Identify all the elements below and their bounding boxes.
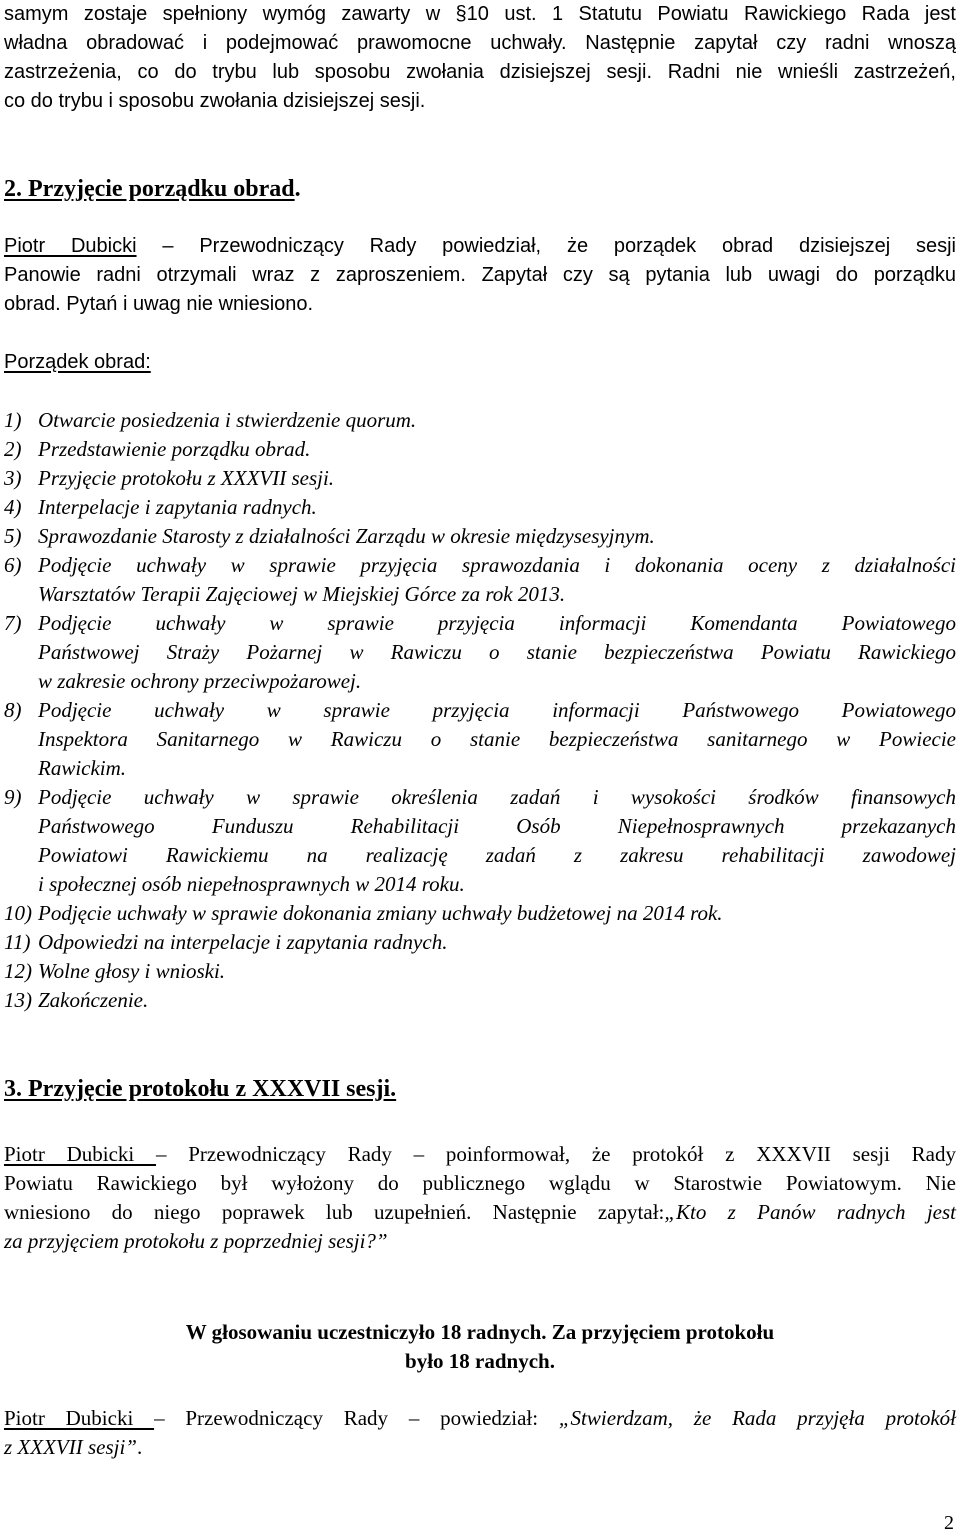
agenda-item — [4, 406, 956, 435]
agenda-item — [4, 928, 956, 957]
agenda-item-line: Inspektora Sanitarnego w Rawiczu o stanie bezpieczeństwa sanitarnego w Powiecie — [38, 727, 956, 751]
section-3-heading — [4, 1074, 396, 1104]
agenda-item-line: Interpelacje i zapytania radnych. — [38, 495, 317, 519]
agenda-item-line: Państwowego Funduszu Rehabilitacji Osób Niepełnosprawnych przekazanych — [38, 814, 956, 838]
section-3-question-part-1: „Kto z Panów radnych jest — [664, 1200, 956, 1224]
agenda-item-line: Odpowiedzi na interpelacje i zapytania radnych. — [38, 930, 448, 954]
agenda-item — [4, 464, 956, 493]
agenda-item — [4, 899, 956, 928]
agenda-item-line: Podjęcie uchwały w sprawie dokonania zmiany uchwały budżetowej na 2014 rok. — [38, 901, 723, 925]
agenda-item — [4, 609, 956, 696]
closing-speaker-name: Piotr Dubicki — [4, 1406, 155, 1430]
agenda-item-text — [38, 522, 956, 551]
agenda-item-number: 3) — [4, 466, 22, 490]
section-3-line-1-rest: – Przewodniczący Rady – poinformował, że protokół z XXXVII sesji Rady — [155, 1142, 956, 1166]
agenda-item-text — [38, 986, 956, 1015]
agenda-item-text — [38, 464, 956, 493]
agenda-item — [4, 696, 956, 783]
section-2-heading — [4, 174, 301, 204]
agenda-item-number: 13) — [4, 988, 32, 1012]
agenda-item-text — [38, 435, 956, 464]
section-2-line-1 — [4, 232, 956, 261]
agenda-item — [4, 957, 956, 986]
agenda-item-number: 9) — [4, 785, 22, 809]
agenda-item-text — [38, 957, 956, 986]
agenda-item-line: w zakresie ochrony przeciwpożarowej. — [38, 669, 362, 693]
agenda-item — [4, 783, 956, 899]
vote-result-line-1: W głosowaniu uczestniczyło 18 radnych. Za przyjęciem protokołu — [185, 1320, 775, 1344]
closing-quote-part-2: z XXXVII sesji” — [4, 1435, 137, 1459]
agenda-label-line — [4, 348, 956, 377]
agenda-item-line: Sprawozdanie Starosty z działalności Zarządu w okresie międzysesyjnym. — [38, 524, 655, 548]
section-3-line-1 — [4, 1140, 956, 1169]
agenda-item-line: Wolne głosy i wnioski. — [38, 959, 226, 983]
agenda-item-text — [38, 609, 956, 696]
agenda-item — [4, 986, 956, 1015]
section-3-line-2: Powiatu Rawickiego był wyłożony do publicznego wglądu w Starostwie Powiatowym. Nie — [4, 1171, 956, 1195]
closing-rest: – Przewodniczący Rady – powiedział: — [154, 1406, 559, 1430]
agenda-item-number: 4) — [4, 495, 22, 519]
agenda-item-line: Podjęcie uchwały w sprawie określenia zadań i wysokości środków finansowych — [38, 785, 956, 809]
agenda-item-text — [38, 783, 956, 899]
agenda-list — [4, 406, 956, 1015]
agenda-item — [4, 435, 956, 464]
agenda-item-number: 8) — [4, 698, 22, 722]
agenda-item-line: Warsztatów Terapii Zajęciowej w Miejskiej Górce za rok 2013. — [38, 582, 566, 606]
section-3-line-3 — [4, 1198, 956, 1227]
section-2-line-3: obrad. Pytań i uwag nie wniesiono. — [4, 293, 314, 315]
agenda-item-text — [38, 406, 956, 435]
section-2-line-2: Panowie radni otrzymali wraz z zaproszeniem. Zapytał czy są pytania lub uwagi do porządku — [4, 264, 956, 286]
section-2-heading-dot: . — [294, 176, 301, 202]
intro-line-4: co do trybu i sposobu zwołania dzisiejszej sesji. — [4, 90, 426, 112]
section-3-speaker-name: Piotr Dubicki — [4, 1142, 156, 1166]
vote-result-line-2: było 18 radnych. — [405, 1349, 555, 1373]
agenda-item-line: Podjęcie uchwały w sprawie przyjęcia informacji Państwowego Powiatowego — [38, 698, 956, 722]
agenda-item — [4, 551, 956, 609]
agenda-item-number: 5) — [4, 524, 22, 548]
agenda-item — [4, 493, 956, 522]
section-2-heading-text: 2. Przyjęcie porządku obrad — [4, 176, 295, 202]
agenda-item-number: 7) — [4, 611, 22, 635]
agenda-item-line: i społecznej osób niepełnosprawnych w 2014 roku. — [38, 872, 465, 896]
agenda-item-line: Otwarcie posiedzenia i stwierdzenie quorum. — [38, 408, 417, 432]
agenda-item-line: Zakończenie. — [38, 988, 149, 1012]
agenda-item-text — [38, 493, 956, 522]
closing-line-2 — [4, 1433, 956, 1462]
agenda-item-line: Państwowej Straży Pożarnej w Rawiczu o stanie bezpieczeństwa Powiatu Rawickiego — [38, 640, 956, 664]
closing-line-1 — [4, 1404, 956, 1433]
agenda-item-text — [38, 696, 956, 783]
agenda-item-number: 12) — [4, 959, 32, 983]
speaker-name: Piotr Dubicki — [4, 235, 137, 257]
agenda-item-number: 2) — [4, 437, 22, 461]
intro-line-3: zastrzeżenia, co do trybu lub sposobu zwołania dzisiejszej sesji. Radni nie wnieśli zastrzeżeń, — [4, 61, 956, 83]
agenda-item-text — [38, 899, 956, 928]
agenda-item-line: Przedstawienie porządku obrad. — [38, 437, 311, 461]
section-3-line-4 — [4, 1227, 956, 1256]
intro-line-2: władna obradować i podejmować prawomocne uchwały. Następnie zapytał czy radni wnoszą — [4, 32, 956, 54]
closing-end: . — [136, 1435, 143, 1459]
section-2-line-1-rest: – Przewodniczący Rady powiedział, że porządek obrad dzisiejszej sesji — [136, 235, 956, 257]
closing-quote-part-1: „Stwierdzam, że Rada przyjęła protokół — [558, 1406, 956, 1430]
agenda-item-text — [38, 551, 956, 609]
agenda-item-number: 1) — [4, 408, 22, 432]
agenda-item-number: 10) — [4, 901, 32, 925]
page-number: 2 — [944, 1512, 954, 1534]
section-3-question-part-2: za przyjęciem protokołu z poprzedniej sesji?” — [4, 1229, 388, 1253]
section-3-heading-text: 3. Przyjęcie protokołu z XXXVII sesji. — [4, 1076, 397, 1102]
agenda-item-line: Podjęcie uchwały w sprawie przyjęcia sprawozdania i dokonania oceny z działalności — [38, 553, 956, 577]
agenda-item-line: Rawickim. — [38, 756, 127, 780]
agenda-item-number: 11) — [4, 930, 31, 954]
intro-line-1: samym zostaje spełniony wymóg zawarty w §10 ust. 1 Statutu Powiatu Rawickiego Rada jest — [4, 3, 956, 25]
agenda-item-line: Powiatowi Rawickiemu na realizację zadań z zakresu rehabilitacji zawodowej — [38, 843, 956, 867]
agenda-label: Porządek obrad: — [4, 351, 151, 373]
agenda-item-number: 6) — [4, 553, 22, 577]
agenda-item — [4, 522, 956, 551]
agenda-item-line: Podjęcie uchwały w sprawie przyjęcia informacji Komendanta Powiatowego — [38, 611, 956, 635]
section-3-line-3-plain: wniesiono do niego poprawek lub uzupełnień. Następnie zapytał: — [4, 1200, 665, 1224]
agenda-item-text — [38, 928, 956, 957]
agenda-item-line: Przyjęcie protokołu z XXXVII sesji. — [38, 466, 335, 490]
